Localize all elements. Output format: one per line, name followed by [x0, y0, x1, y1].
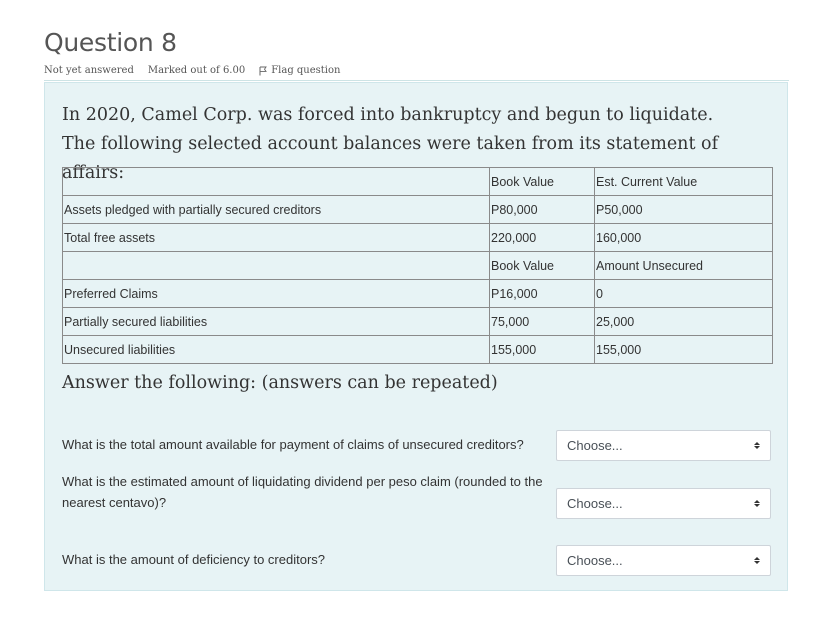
select-value: Choose... [567, 496, 623, 511]
question-title: Question 8 [44, 28, 177, 57]
table-cell: Unsecured liabilities [63, 336, 490, 364]
table-row [63, 252, 773, 280]
subquestion-1-select[interactable] [556, 430, 771, 461]
chevron-updown-icon [754, 442, 760, 449]
question-prompt: In 2020, Camel Corp. was forced into bankruptcy and begun to liquidate. The following selected account balances were taken from its statement of affairs: [62, 105, 719, 183]
flag-question-label: Flag question [271, 65, 341, 76]
table-cell: 155,000 [490, 336, 595, 364]
table-cell: P16,000 [490, 280, 595, 308]
subquestion-2-select[interactable] [556, 488, 771, 519]
table-row [63, 224, 773, 252]
question-info [44, 65, 340, 76]
table-cell: Book Value [490, 252, 595, 280]
question-marks: Marked out of 6.00 [147, 65, 246, 76]
account-balances-table [62, 167, 773, 364]
table-cell: Assets pledged with partially secured creditors [63, 196, 490, 224]
table-cell: P50,000 [595, 196, 773, 224]
chevron-updown-icon [754, 557, 760, 564]
table-cell: Preferred Claims [63, 280, 490, 308]
table-cell: 220,000 [490, 224, 595, 252]
subquestion-2-text: What is the estimated amount of liquidating dividend per peso claim (rounded to the nearest centavo)? [62, 474, 543, 510]
table-cell: P80,000 [490, 196, 595, 224]
table-cell: 155,000 [595, 336, 773, 364]
header-divider [44, 80, 789, 81]
select-value: Choose... [567, 438, 623, 453]
table-cell: Book Value [490, 168, 595, 196]
question-status: Not yet answered [44, 65, 134, 76]
subquestion-3-select[interactable] [556, 545, 771, 576]
flag-icon [259, 66, 268, 76]
question-content [44, 82, 788, 591]
table-cell [63, 252, 490, 280]
flag-question-link[interactable] [259, 65, 340, 76]
table-cell: 25,000 [595, 308, 773, 336]
table-row [63, 168, 773, 196]
subquestion-1-text: What is the total amount available for payment of claims of unsecured creditors? [62, 437, 524, 452]
table-cell: 0 [595, 280, 773, 308]
table-cell: Total free assets [63, 224, 490, 252]
table-row [63, 336, 773, 364]
table-cell: 160,000 [595, 224, 773, 252]
subquestion-3-text: What is the amount of deficiency to creditors? [62, 552, 326, 567]
table-cell: 75,000 [490, 308, 595, 336]
chevron-updown-icon [754, 500, 760, 507]
table-cell: Amount Unsecured [595, 252, 773, 280]
table-row [63, 196, 773, 224]
table-row [63, 280, 773, 308]
table-cell: Est. Current Value [595, 168, 773, 196]
table-cell [63, 168, 490, 196]
select-value: Choose... [567, 553, 623, 568]
answer-heading: Answer the following: (answers can be repeated) [62, 373, 498, 393]
table-cell: Partially secured liabilities [63, 308, 490, 336]
table-row [63, 308, 773, 336]
